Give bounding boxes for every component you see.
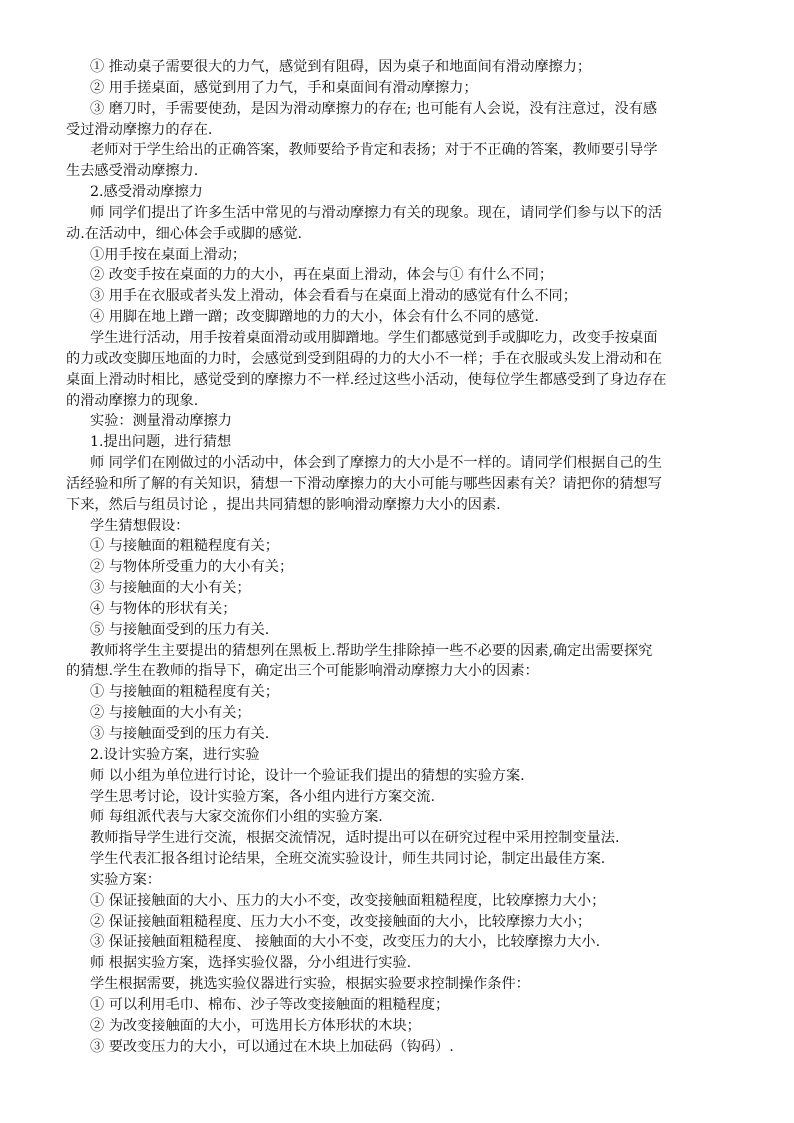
text-line: ③ 用手在衣服或者头发上滑动，体会看看与在桌面上滑动的感觉有什么不同；	[90, 288, 577, 305]
text-line: 学生进行活动，用手按着桌面滑动或用脚蹭地。学生们都感觉到手或脚吃力，改变手按桌面	[90, 329, 658, 346]
text-line: 实验：测量滑动摩擦力	[90, 413, 232, 430]
text-line: ① 保证接触面的大小、压力的大小不变，改变接触面粗糙程度，比较摩擦力大小；	[90, 892, 606, 909]
text-line: ③ 与接触面受到的压力有关.	[90, 726, 270, 742]
text-line: ③ 要改变压力的大小，可以通过在木块上加砝码（钩码）.	[90, 1038, 454, 1055]
text-line: 教师将学生主要提出的猜想列在黑板上.帮助学生排除掉一些不必要的因素,确定出需要探究	[90, 642, 653, 659]
text-line: ② 与接触面的大小有关；	[90, 705, 251, 722]
text-line: ⑤ 与接触面受到的压力有关.	[90, 621, 270, 638]
text-line: ③ 保证接触面粗糙程度、 接触面的大小不变，改变压力的大小，比较摩擦力大小.	[90, 934, 601, 951]
text-line: 2.设计实验方案，进行实验	[90, 746, 260, 763]
text-line: ② 用手搓桌面，感觉到用了力气，手和桌面间有滑动摩擦力；	[90, 79, 478, 96]
text-line: ④ 与物体的形状有关；	[90, 600, 237, 617]
text-line: ② 保证接触面粗糙程度、压力大小不变，改变接触面的大小，比较摩擦力大小；	[90, 913, 592, 930]
text-line: 师 同学们提出了许多生活中常见的与滑动摩擦力有关的现象。现在，请同学们参与以下的活	[90, 204, 663, 221]
text-line: 1.提出问题，进行猜想	[90, 434, 232, 451]
text-line: 桌面上滑动时相比，感觉受到的摩擦力不一样.经过这些小活动，使每位学生都感受到了身边存在	[66, 371, 667, 388]
text-line: 2.感受滑动摩擦力	[90, 184, 203, 201]
text-line: 师 根据实验方案，选择实验仪器，分小组进行实验.	[90, 955, 412, 972]
text-line: 的滑动摩擦力的现象.	[66, 392, 199, 409]
text-line: 生去感受滑动摩擦力.	[66, 163, 199, 180]
text-line: 实验方案：	[90, 871, 161, 888]
text-line: 动.在活动中，细心体会手或脚的感觉.	[66, 225, 303, 242]
text-line: 受过滑动摩擦力的存在.	[66, 121, 213, 138]
text-line: 活经验和所了解的有关知识，猜想一下滑动摩擦力的大小可能与哪些因素有关？请把你的猜想写	[66, 475, 662, 492]
text-line: 师 以小组为单位进行讨论，设计一个验证我们提出的猜想的实验方案.	[90, 767, 525, 784]
text-line: ① 推动桌子需要很大的力气，感觉到有阻碍，因为桌子和地面间有滑动摩擦力；	[90, 59, 592, 75]
text-line: ③ 磨刀时，手需要使劲，是因为滑动摩擦力的存在; 也可能有人会说，没有注意过，没有感	[90, 100, 658, 117]
text-line: ② 与物体所受重力的大小有关；	[90, 559, 294, 576]
text-line: 学生代表汇报各组讨论结果，全班交流实验设计，师生共同讨论，制定出最佳方案.	[90, 851, 606, 868]
text-line: 的力或改变脚压地面的力时，会感觉到受到阻碍的力的大小不一样；手在衣服或头发上滑动和在	[66, 350, 662, 367]
text-line: ③ 与接触面的大小有关；	[90, 580, 251, 597]
text-line: ① 与接触面的粗糙程度有关；	[90, 538, 279, 555]
text-line: 学生根据需要，挑选实验仪器进行实验，根据实验要求控制操作条件：	[90, 976, 530, 993]
text-line: 的猜想.学生在教师的指导下，确定出三个可能影响滑动摩擦力大小的因素：	[66, 663, 539, 680]
text-line: 老师对于学生给出的正确答案，教师要给予肯定和表扬；对于不正确的答案，教师要引导学	[90, 142, 658, 159]
text-line: ① 可以利用毛巾、棉布、沙子等改变接触面的粗糙程度；	[90, 996, 450, 1013]
text-line: ① 与接触面的粗糙程度有关；	[90, 684, 279, 701]
text-line: 下来，然后与组员讨论 ，提出共同猜想的影响滑动摩擦力大小的因素.	[66, 496, 501, 513]
text-line: ② 为改变接触面的大小，可选用长方体形状的木块；	[90, 1017, 421, 1034]
text-line: ①用手按在桌面上滑动；	[90, 246, 247, 263]
text-line: ④ 用脚在地上蹭一蹭；改变脚蹭地的力的大小，体会有什么不同的感觉.	[90, 309, 539, 326]
text-line: 教师指导学生进行交流，根据交流情况，适时提出可以在研究过程中采用控制变量法.	[90, 830, 620, 847]
text-line: 学生思考讨论，设计实验方案，各小组内进行方案交流.	[90, 788, 436, 805]
text-line: 师 同学们在刚做过的小活动中，体会到了摩擦力的大小是不一样的。请同学们根据自己的生	[90, 455, 663, 472]
text-line: ② 改变手按在桌面的力的大小，再在桌面上滑动，体会与① 有什么不同；	[90, 267, 554, 284]
text-line: 学生猜想假设：	[90, 517, 190, 534]
text-line: 师 每组派代表与大家交流你们小组的实验方案.	[90, 809, 383, 826]
